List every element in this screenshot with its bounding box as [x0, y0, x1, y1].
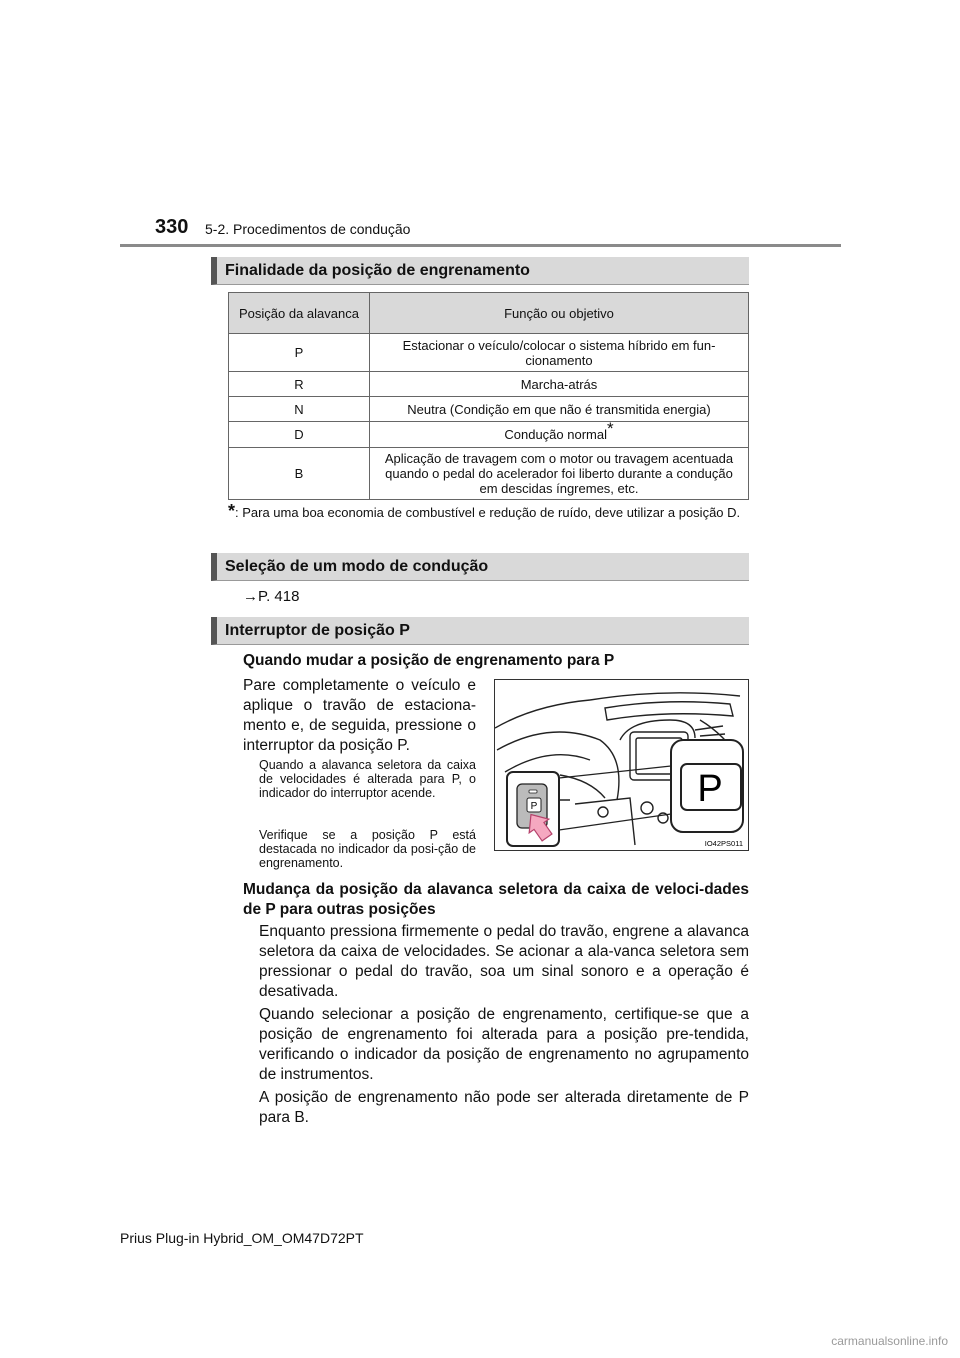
table-cell-position: N: [229, 397, 370, 422]
footnote-text: : Para uma boa economia de combustível e redução de ruído, deve utilizar a posição D.: [235, 505, 741, 520]
dashboard-drawing: [495, 680, 748, 850]
section-heading-drive-mode: Seleção de um modo de condução: [211, 553, 749, 581]
instruction-text: Pare completamente o veículo e aplique o travão de estaciona-mento e, de seguida, pressione o interruptor da posição P.: [243, 677, 476, 754]
table-cell-function-text: Condução normal: [504, 427, 607, 442]
table-cell-function: [370, 419, 749, 448]
table-cell-position: P: [229, 334, 370, 372]
table-cell-position: R: [229, 372, 370, 397]
paragraph-p-to-b: A posição de engrenamento não pode ser alterada diretamente de P para B.: [259, 1089, 749, 1126]
table-row: [229, 397, 749, 422]
note-verify-position: Verifique se a posição P está destacada no indicador da posi-ção de engrenamento.: [259, 828, 476, 870]
page-reference-link[interactable]: →P. 418: [243, 588, 300, 605]
paragraph-brake-pedal: Enquanto pressiona firmemente o pedal do travão, engrene a alavanca seletora da caixa de velocidades. Se acionar a ala-vanca seletora sem pressionar o pedal do travão, soa um sinal sonoro e a operação é desativada.: [259, 923, 749, 1000]
watermark: carmanualsonline.info: [831, 1334, 948, 1348]
running-header: 5-2. Procedimentos de condução: [205, 221, 411, 237]
figure-code: IO42PS011: [704, 839, 743, 848]
gear-position-table: [228, 292, 749, 500]
table-row: [229, 448, 749, 500]
table-cell-position: D: [229, 422, 370, 448]
table-cell-function: Estacionar o veículo/colocar o sistema híbrido em fun-cionamento: [370, 334, 749, 372]
page-number: 330: [155, 216, 189, 238]
table-footnote: [228, 503, 749, 521]
footer-document-id: Prius Plug-in Hybrid_OM_OM47D72PT: [120, 1230, 364, 1246]
footnote-marker: *: [228, 501, 236, 521]
table-row: [229, 372, 749, 397]
table-cell-function: Aplicação de travagem com o motor ou travagem acentuada quando o pedal do acelerador foi liberto durante a condução em descidas íngremes, etc.: [370, 448, 749, 500]
p-button-glyph: P: [530, 801, 538, 812]
note-indicator-lights: Quando a alavanca seletora da caixa de velocidades é alterada para P, o indicador do interruptor acende.: [259, 758, 476, 800]
table-header-row: [229, 293, 749, 334]
table-cell-function: Neutra (Condição em que não é transmitida energia): [370, 397, 749, 422]
header-rule: [120, 244, 841, 247]
footnote-asterisk: *: [607, 419, 614, 438]
p-callout-label: P: [697, 768, 723, 810]
table-row: [229, 422, 749, 448]
table-row: [229, 334, 749, 372]
table-cell-position: B: [229, 448, 370, 500]
table-cell-function: Marcha-atrás: [370, 372, 749, 397]
subheading-shift-to-p: Quando mudar a posição de engrenamento para P: [243, 652, 615, 669]
table-header-position: Posição da alavanca: [229, 293, 370, 334]
subheading-shift-from-p: Mudança da posição da alavanca seletora da caixa de veloci-dades de P para outras posições: [243, 881, 749, 918]
p-switch-illustration: [494, 679, 749, 851]
section-heading-gear-purpose: Finalidade da posição de engrenamento: [211, 257, 749, 285]
paragraph-verify-indicator: Quando selecionar a posição de engrenamento, certifique-se que a posição de engrenamento foi alterada para a posição pre-tendida, verificando o indicador da posição de engrenamento no agrupamento de instrumentos.: [259, 1006, 749, 1083]
section-heading-p-switch: Interruptor de posição P: [211, 617, 749, 645]
table-header-function: Função ou objetivo: [370, 293, 749, 334]
